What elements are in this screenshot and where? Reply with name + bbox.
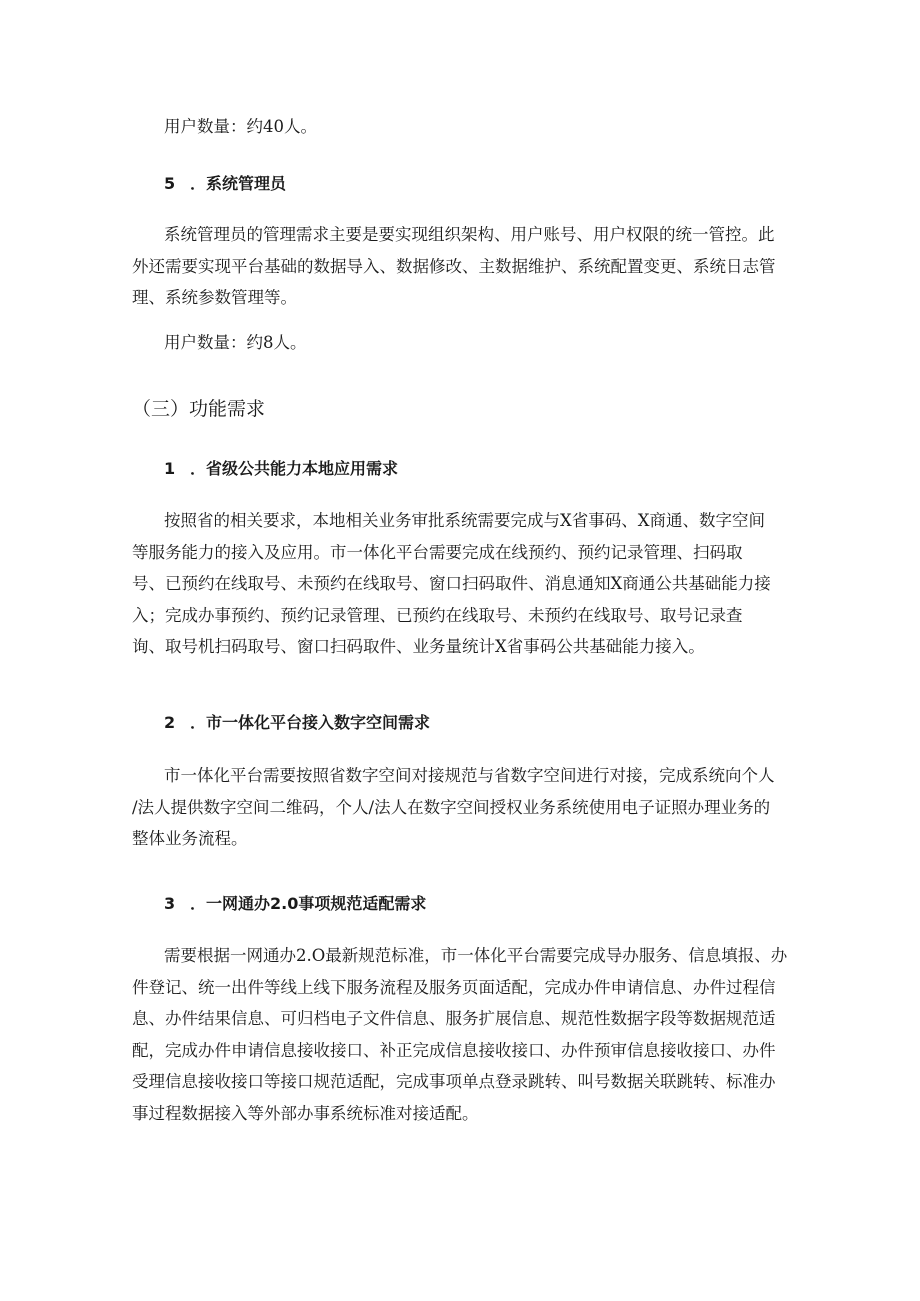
function-2-body: 市一体化平台需要按照省数字空间对接规范与省数字空间进行对接，完成系统向个人 /法人提供数字空间二维码，个人/法人在数字空间授权业务系统使用电子证照办理业务的 整体业务流程。	[132, 766, 775, 848]
function-2-heading	[164, 711, 430, 735]
part-3-heading: （三）功能需求	[132, 398, 266, 420]
function-1-body: 按照省的相关要求，本地相关业务审批系统需要完成与X省事码、X商通、数字空间 等服务能力的接入及应用。市一体化平台需要完成在线预约、预约记录管理、扫码取 号、已预约在线取号、未预约在线取号、窗口扫码取件、消息通知X商通公共基础能力接 入；完成办事预约、预约记录管理、已预约在线取号、未预约在线取号、取号记录查 询、取号机扫码取号、窗口扫码取件、业务量统计X省事码公共基础能力接入。	[132, 511, 771, 656]
section-number: 1	[164, 459, 176, 478]
users-count-8: 用户数量：约8人。	[164, 333, 307, 352]
section-number: 2	[164, 713, 176, 732]
section-title: ．系统管理员	[190, 174, 287, 193]
section-number: 5	[164, 174, 176, 193]
function-1-heading	[164, 457, 398, 481]
section-5-heading	[164, 172, 286, 196]
section-number: 3	[164, 894, 176, 913]
function-3-body: 需要根据一网通办2.O最新规范标准，市一体化平台需要完成导办服务、信息填报、办 件登记、统一出件等线上线下服务流程及服务页面适配，完成办件申请信息、办件过程信 息、办件结果信息、可归档电子文件信息、服务扩展信息、规范性数据字段等数据规范适 配，完成办件申请信息接收接口、补正完成信息接收接口、办件预审信息接收接口、办件 受理信息接收接口等接口规范适配，完成事项单点登录跳转、叫号数据关联跳转、标准办 事过程数据接入等外部办事系统标准对接适配。	[132, 946, 788, 1123]
section-title: ．一网通办2.0事项规范适配需求	[190, 894, 427, 913]
function-3-heading	[164, 892, 426, 916]
section-title: ．市一体化平台接入数字空间需求	[190, 713, 431, 732]
section-title: ．省级公共能力本地应用需求	[190, 459, 399, 478]
section-5-body: 系统管理员的管理需求主要是要实现组织架构、用户账号、用户权限的统一管控。此 外还需要实现平台基础的数据导入、数据修改、主数据维护、系统配置变更、系统日志管 理、系统参数管理等。	[132, 225, 776, 307]
users-count-40: 用户数量：约40人。	[164, 117, 317, 136]
